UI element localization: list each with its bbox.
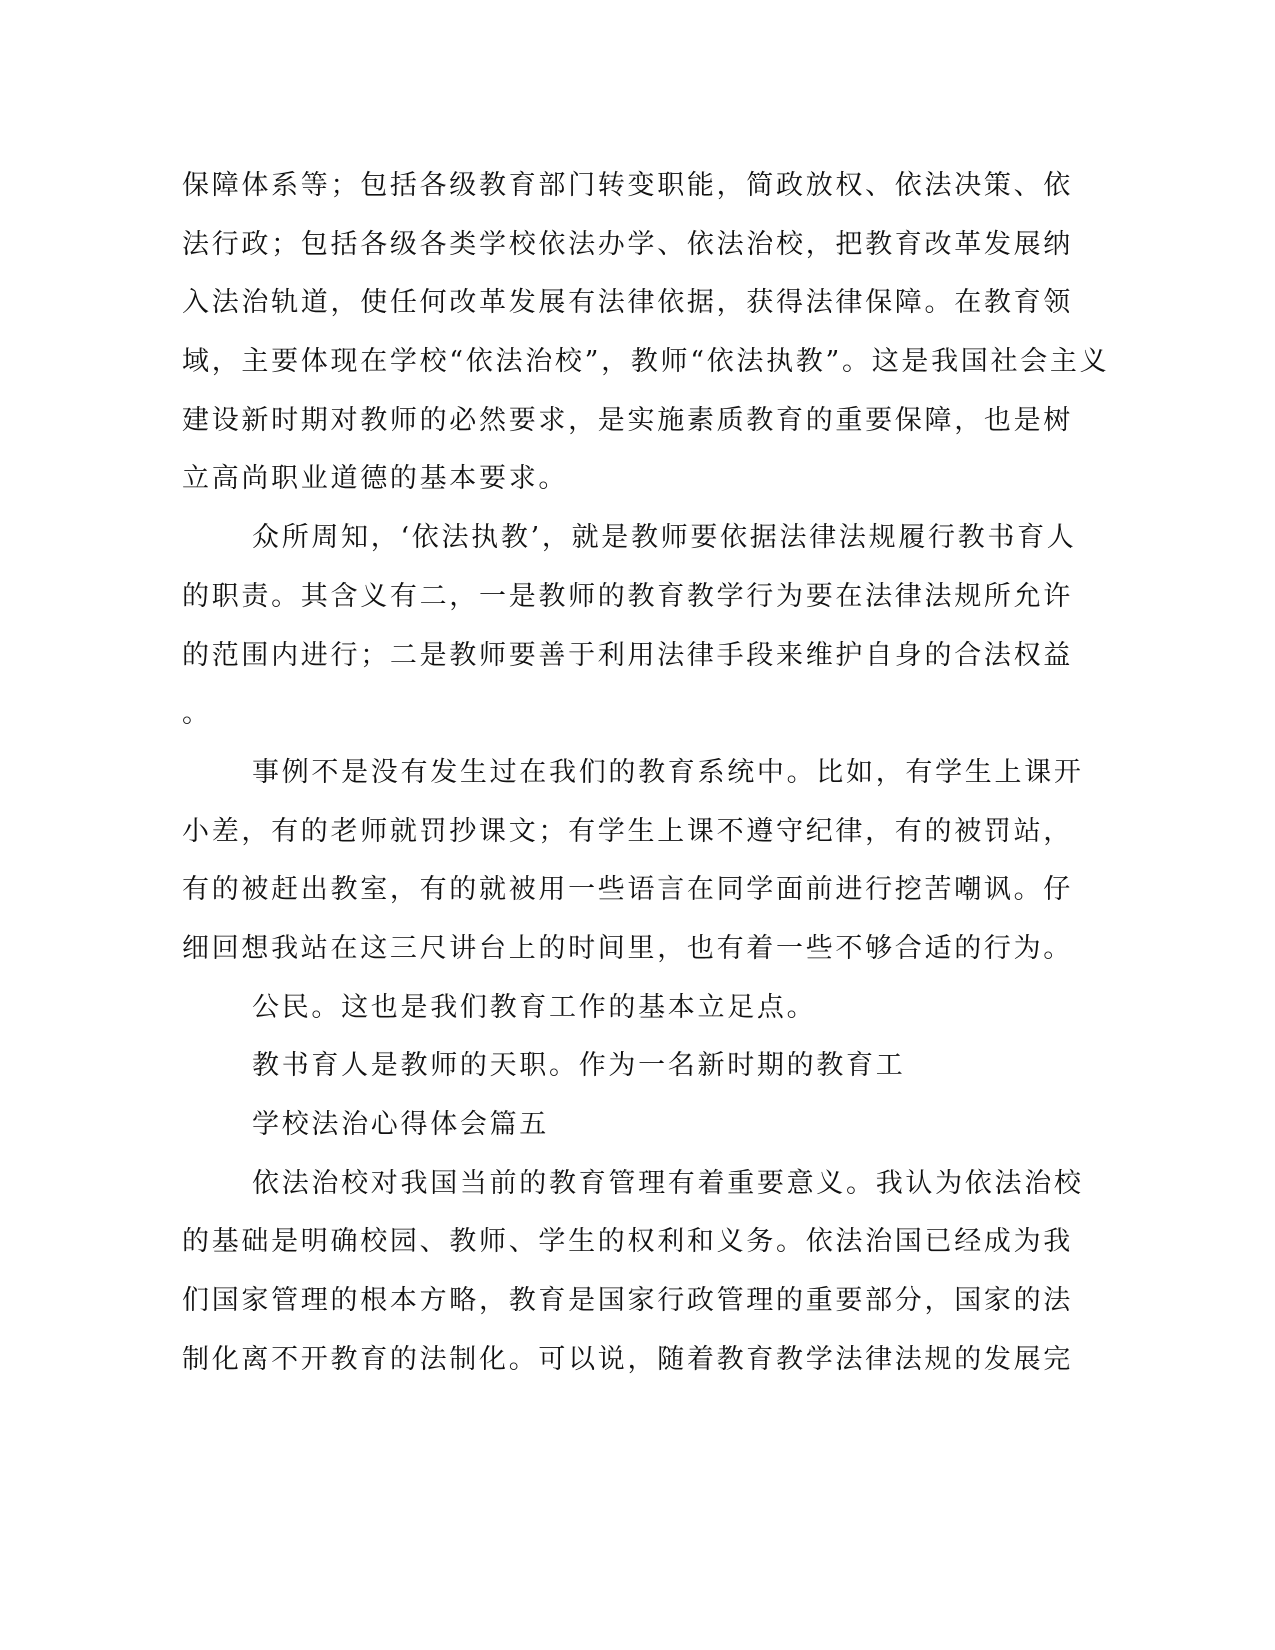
text-line: 立高尚职业道德的基本要求。 — [182, 463, 569, 495]
text-line: 的基础是明确校园、教师、学生的权利和义务。依法治国已经成为我 — [182, 1226, 1073, 1258]
text-line: 的范围内进行；二是教师要善于利用法律手段来维护自身的合法权益 — [182, 639, 1073, 671]
paragraph-first-line: 依法治校对我国当前的教育管理有着重要意义。我认为依法治校 — [252, 1167, 1084, 1199]
text-line: 域，主要体现在学校“依法治校”，教师“依法执教”。这是我国社会主义 — [182, 346, 1110, 378]
text-line: 保障体系等；包括各级教育部门转变职能，简政放权、依法决策、依 — [182, 170, 1073, 201]
section-heading: 学校法治心得体会篇五 — [252, 1109, 549, 1140]
paragraph-first-line: 众所周知，‘依法执教’，就是教师要依据法律法规履行教书育人 — [252, 522, 1077, 554]
text-line: 法行政；包括各级各类学校依法办学、依法治校，把教育改革发展纳 — [182, 228, 1073, 260]
text-line: 制化离不开教育的法制化。可以说，随着教育教学法律法规的发展完 — [182, 1343, 1073, 1375]
document-body — [182, 157, 1110, 1389]
text-line: 的职责。其含义有二，一是教师的教育教学行为要在法律法规所允许 — [182, 580, 1073, 612]
text-line: 有的被赶出教室，有的就被用一些语言在同学面前进行挖苦嘲讽。仔 — [182, 874, 1073, 906]
text-line: 建设新时期对教师的必然要求，是实施素质教育的重要保障，也是树 — [182, 404, 1073, 436]
paragraph-first-line: 公民。这也是我们教育工作的基本立足点。 — [252, 991, 817, 1023]
text-line: 入法治轨道，使任何改革发展有法律依据，获得法律保障。在教育领 — [182, 287, 1073, 319]
text-line: 细回想我站在这三尺讲台上的时间里，也有着一些不够合适的行为。 — [182, 932, 1073, 964]
text-line: 。 — [182, 698, 212, 730]
paragraph-first-line: 事例不是没有发生过在我们的教育系统中。比如，有学生上课开 — [252, 756, 1084, 788]
text-line: 们国家管理的根本方略，教育是国家行政管理的重要部分，国家的法 — [182, 1285, 1073, 1317]
paragraph-first-line: 教书育人是教师的天职。作为一名新时期的教育工 — [252, 1050, 906, 1082]
text-line: 小差，有的老师就罚抄课文；有学生上课不遵守纪律，有的被罚站， — [182, 815, 1073, 847]
